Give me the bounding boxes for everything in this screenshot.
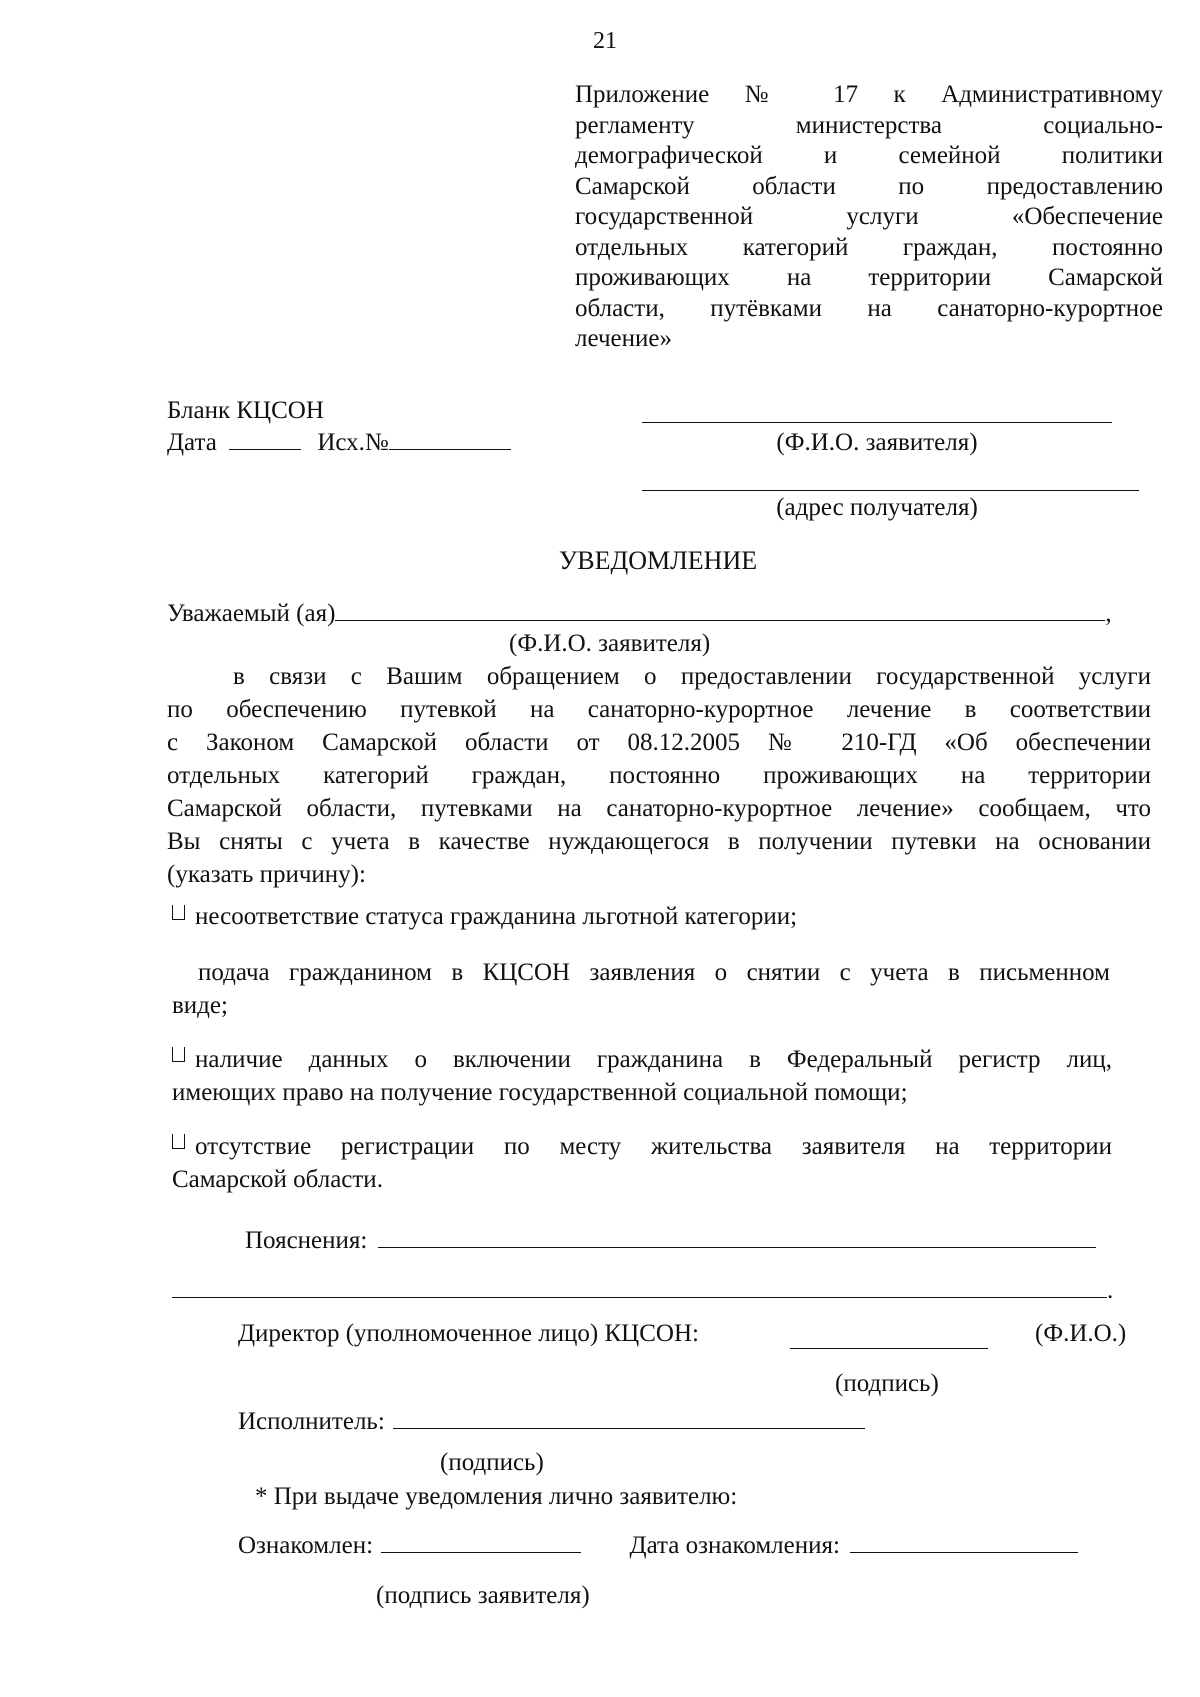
explanation-field-2[interactable]	[172, 1277, 1107, 1298]
acknowledged-caption: (подпись заявителя)	[376, 1582, 590, 1609]
explanation-row	[245, 1225, 1096, 1257]
acknowledged-row	[238, 1530, 1078, 1562]
director-sign-caption: (подпись)	[835, 1370, 939, 1397]
explanation-label: Пояснения:	[245, 1227, 368, 1254]
executor-row	[238, 1406, 865, 1438]
explanation-row-2	[172, 1275, 1113, 1307]
handover-note: * При выдаче уведомления лично заявителю:	[255, 1483, 738, 1510]
date-field[interactable]	[229, 429, 301, 450]
reason-2-line2: виде;	[172, 992, 228, 1019]
salutation-caption: (Ф.И.О. заявителя)	[509, 630, 711, 657]
body-line: (указать причину):	[167, 861, 366, 888]
reason-4-line1: отсутствие регистрации по месту жительства заявителя на территории	[195, 1133, 1112, 1160]
page-number: 21	[593, 28, 617, 54]
salutation-comma: ,	[1105, 600, 1112, 627]
reason-1-checkbox[interactable]	[172, 905, 185, 920]
salutation-row	[167, 598, 1112, 630]
reason-3-line1: наличие данных о включении гражданина в Федеральный регистр лиц,	[195, 1046, 1112, 1073]
ref-label: Исх.№	[317, 429, 389, 456]
annex-line: демографической и семейной политики	[575, 142, 1163, 169]
executor-label: Исполнитель:	[238, 1408, 385, 1435]
executor-field[interactable]	[393, 1408, 865, 1429]
blank-date-row	[167, 428, 511, 458]
reason-3-line2: имеющих право на получение государственной социальной помощи;	[172, 1079, 908, 1106]
reason-3-checkbox[interactable]	[172, 1047, 185, 1062]
salutation-name-field[interactable]	[335, 600, 1105, 621]
explanation-end: .	[1107, 1277, 1114, 1304]
annex-header	[575, 80, 1163, 355]
recipient-fio-caption: (Ф.И.О. заявителя)	[776, 429, 978, 456]
director-sign-field[interactable]	[790, 1330, 988, 1349]
reason-4-checkbox[interactable]	[172, 1134, 185, 1149]
acknowledged-label: Ознакомлен:	[238, 1532, 374, 1559]
director-fio: (Ф.И.О.)	[1035, 1320, 1127, 1347]
annex-line: отдельных категорий граждан, постоянно	[575, 233, 1163, 261]
director-label: Директор (уполномоченное лицо) КЦСОН:	[238, 1320, 699, 1347]
annex-line: лечение»	[575, 325, 672, 352]
annex-line: Самарской области по предоставлению	[575, 172, 1163, 200]
body-line: Вы сняты с учета в качестве нуждающегося в получении путевки на основании	[167, 828, 1151, 855]
date-label: Дата	[167, 429, 217, 456]
body-line: с Законом Самарской области от 08.12.2005 № 210-ГД «Об обеспечении	[167, 729, 1151, 756]
body-line: Самарской области, путевками на санаторно-курортное лечение» сообщаем, что	[167, 795, 1151, 822]
reason-2-line1: подача гражданином в КЦСОН заявления о снятии с учета в письменном	[198, 959, 1110, 986]
annex-line: государственной услуги «Обеспечение	[575, 203, 1163, 230]
blank-label: Бланк КЦСОН	[167, 397, 324, 424]
recipient-fio-field[interactable]	[642, 402, 1112, 423]
recipient-address-field[interactable]	[642, 470, 1139, 491]
body-line: отдельных категорий граждан, постоянно проживающих на территории	[167, 762, 1151, 789]
reason-1-text: несоответствие статуса гражданина льготной категории;	[195, 903, 798, 930]
salutation-label: Уважаемый (ая)	[167, 600, 336, 627]
document-title: УВЕДОМЛЕНИЕ	[558, 546, 758, 575]
acknowledged-date-label: Дата ознакомления:	[629, 1532, 840, 1559]
body-line: по обеспечению путевкой на санаторно-курортное лечение в соответствии	[167, 696, 1151, 723]
annex-line: регламенту министерства социально-	[575, 111, 1163, 139]
body-line: в связи с Вашим обращением о предоставлении государственной услуги	[233, 663, 1151, 690]
explanation-field-1[interactable]	[378, 1227, 1096, 1248]
reason-2	[198, 956, 1110, 989]
annex-line: проживающих на территории Самарской	[575, 264, 1163, 291]
body-paragraph	[167, 660, 1151, 891]
ref-number-field[interactable]	[389, 429, 511, 450]
annex-line: области, путёвками на санаторно-курортное	[575, 294, 1163, 322]
acknowledged-date-field[interactable]	[850, 1532, 1078, 1553]
reason-4	[172, 1130, 1112, 1163]
reason-3	[172, 1043, 1112, 1076]
reason-4-line2: Самарской области.	[172, 1166, 383, 1193]
reason-1	[172, 900, 1152, 933]
executor-sign-caption: (подпись)	[440, 1449, 544, 1476]
acknowledged-sign-field[interactable]	[381, 1532, 581, 1553]
annex-line: Приложение № 17 к Административному	[575, 81, 1163, 108]
recipient-address-caption: (адрес получателя)	[776, 494, 978, 521]
